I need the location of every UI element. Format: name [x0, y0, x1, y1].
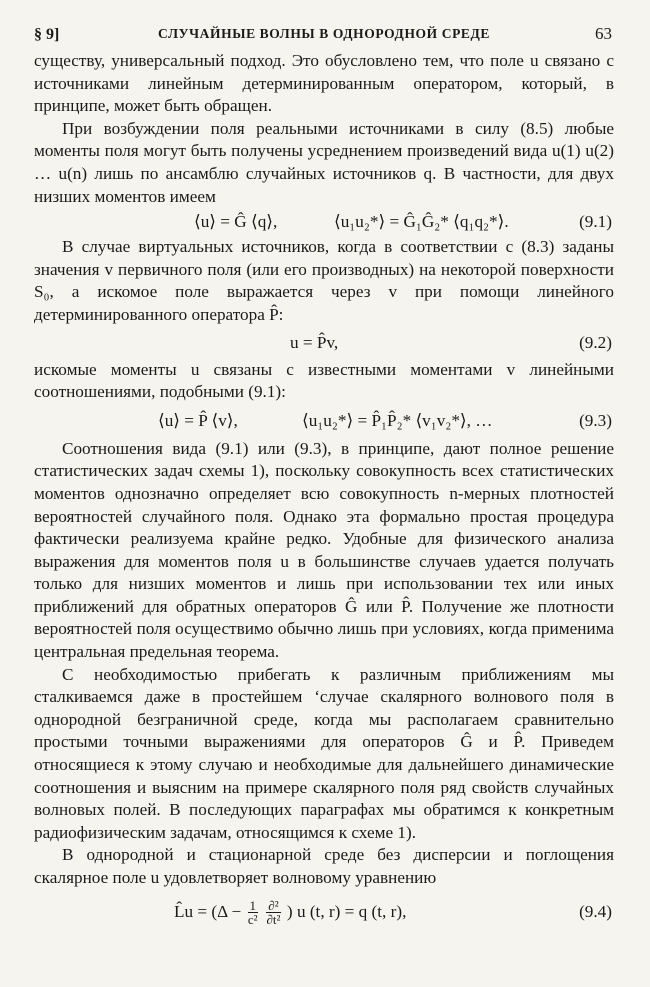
running-title: СЛУЧАЙНЫЕ ВОЛНЫ В ОДНОРОДНОЙ СРЕДЕ [157, 26, 491, 41]
section-marker: § 9] [34, 26, 60, 43]
paragraph-7: В однородной и стационарной среде без дисперсии и поглощения скалярное поле u удовлетворяет волновому уравнению [34, 845, 614, 887]
text-body [34, 50, 614, 934]
paragraph-1: существу, универсальный подход. Это обусловлено тем, что поле u связано с источниками линейным детерминированным оператором, который, в принципе, может быть обращен. [34, 51, 614, 116]
paragraph-2: При возбуждении поля реальными источниками в силу (8.5) любые моменты поля могут быть получены усреднением произведений вида u(1) u(2) … u(n) лишь по ансамблю случайных источников q. В частности, для двух низших моментов имеем [34, 118, 614, 206]
equation-number: (9.1) [579, 212, 612, 232]
fraction-1-over-c2: $\frac{1}{\text{c²}}$ [247, 898, 258, 928]
paragraph-4: искомые моменты u связаны с известными моментами v линейными соотношениями, подобными (9.1): [34, 359, 614, 402]
equation-9-1 [34, 208, 614, 236]
paragraph-5: Соотношения вида (9.1) или (9.3), в принципе, дают полное решение статистических задач схемы 1), поскольку совокупность всех статистических моментов однозначно определяет всю совокупность n-мерных плотностей вероятностей случайного поля. Однако эта формально простая процедура фактически реализуема крайне редко. Удобные для физического анализа выражения для моментов поля u в большинстве случаев удается получать только для низших моментов и лишь при использовании тех или иных приближений для обратных операторов Ĝ или P̂. Получение же плотности вероятностей поля осуществимо обычно лишь при условиях, когда применима центральная предельная теорема. [34, 438, 614, 662]
fraction-d2-dt2: $\frac{\text{∂²}}{\text{∂t²}}$ [266, 898, 281, 928]
equation-number: (9.4) [579, 901, 612, 921]
equation-9-3-a: ⟨u⟩ = P̂ ⟨v⟩, [158, 410, 238, 430]
equation-9-4-lhs: L̂u = (Δ − [174, 901, 242, 921]
equation-9-1-a: ⟨u⟩ = Ĝ ⟨q⟩, [194, 212, 278, 232]
page-number: 63 [595, 24, 612, 43]
equation-9-4-rhs: ) u (t, r) = q (t, r), [286, 901, 407, 921]
equation-9-1-b: ⟨u₁u₂*⟩ = Ĝ₁Ĝ₂* ⟨q₁q₂*⟩. [334, 212, 509, 232]
equation-9-2-a: u = P̂v, [290, 332, 339, 352]
page [34, 22, 614, 934]
equation-number: (9.3) [579, 410, 612, 430]
paragraph-6: С необходимостью прибегать к различным приближениям мы сталкиваемся даже в простейшем ʻслучае скалярного волнового поля в однородной безграничной среде, когда мы располагаем сравнительно простыми точными выражениями для операторов Ĝ и P̂. Приведем относящиеся к этому случаю и необходимые для дальнейшего динамические соотношения и выясним на примере скалярного поля ряд свойств случайных волновых полей. В последующих параграфах мы обратимся к конкретным радиофизическим задачам, относящимся к схеме 1). [34, 664, 614, 842]
running-header [34, 22, 614, 50]
equation-9-3-b: ⟨u₁u₂*⟩ = P̂₁P̂₂* ⟨v₁v₂*⟩, … [302, 410, 493, 430]
equation-9-4 [34, 890, 614, 934]
equation-9-3 [34, 404, 614, 438]
equation-9-4-formula [174, 890, 406, 934]
equation-9-2 [34, 327, 614, 359]
equation-number: (9.2) [579, 332, 612, 352]
paragraph-3: В случае виртуальных источников, когда в соответствии с (8.3) заданы значения v первичного поля (или его производных) на некоторой поверхности S₀, а искомое поле выражается через v при помощи линейного детерминированного оператора P̂: [34, 237, 614, 324]
